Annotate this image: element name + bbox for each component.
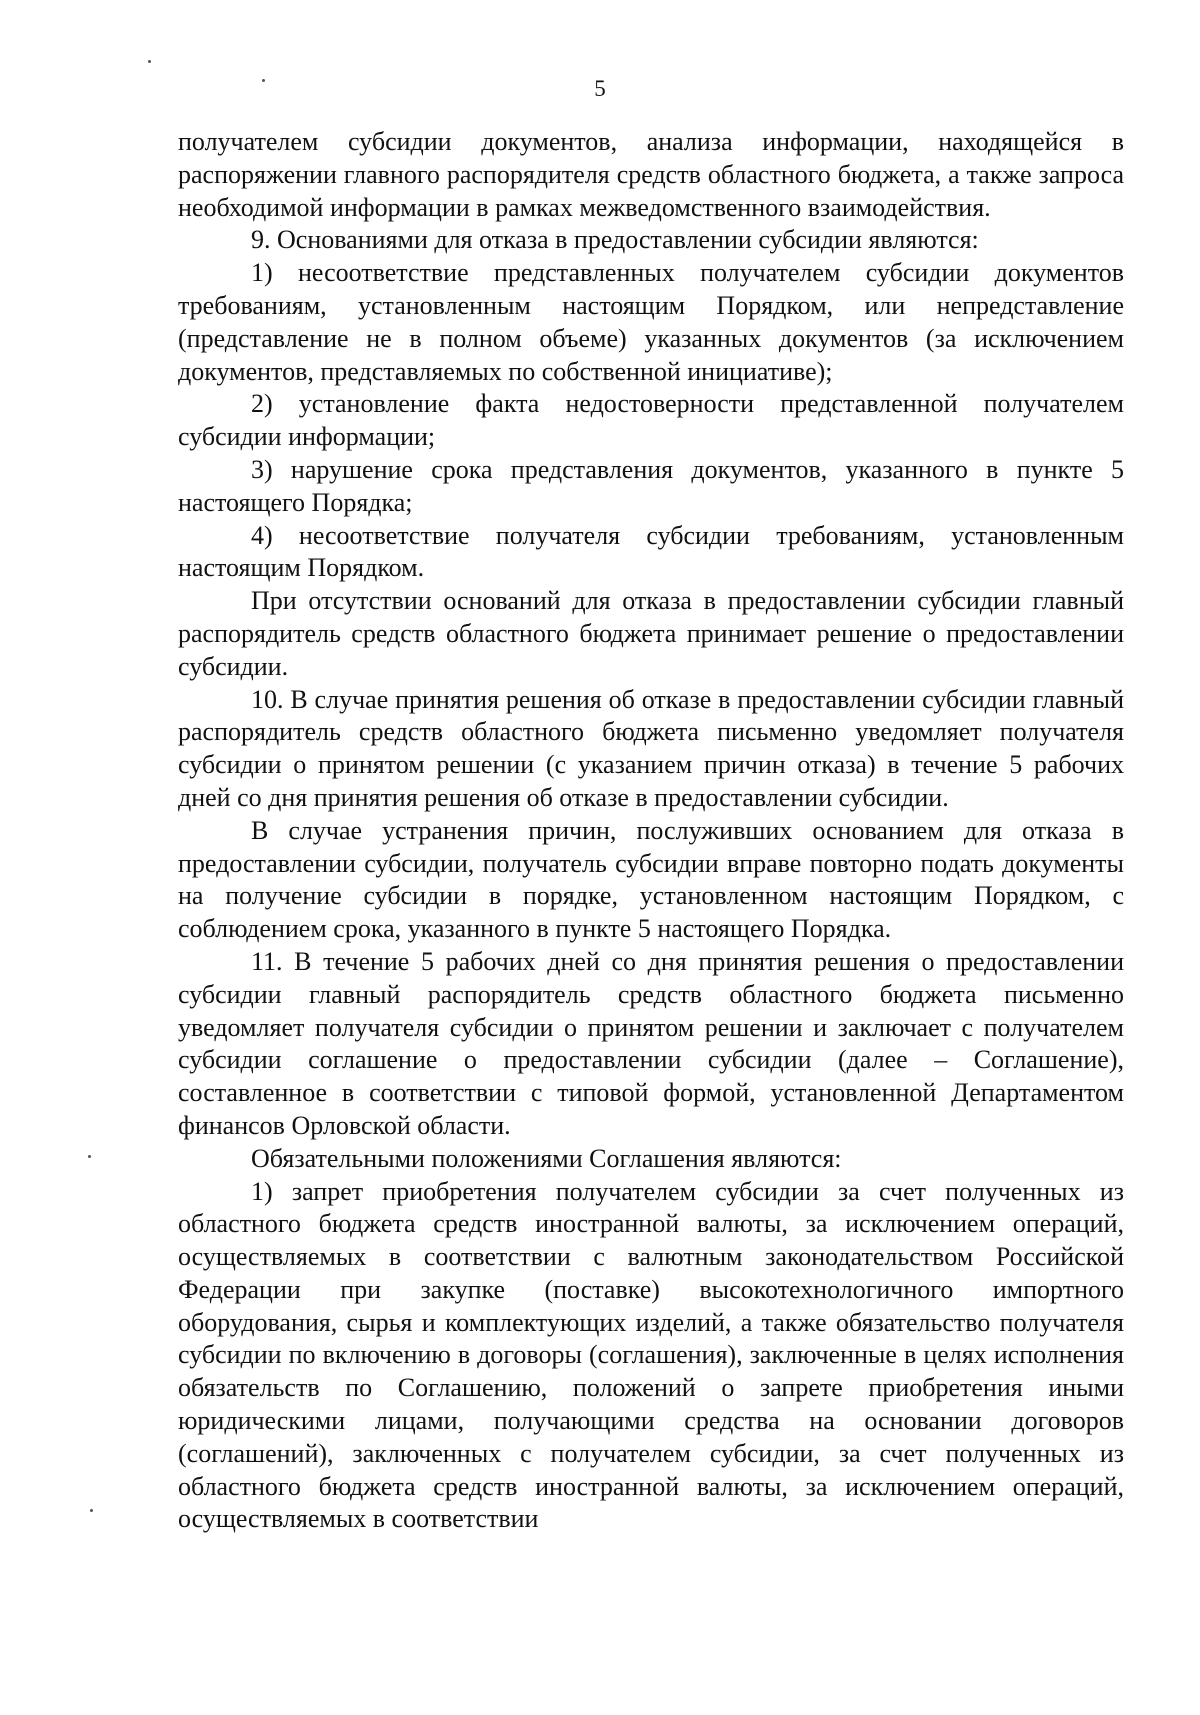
paragraph-resubmission: В случае устранения причин, послуживших основанием для отказа в предоставлении субсидии, получатель субсидии вправе повторно подать документы на получение субсидии в порядке, установленном настоящим Порядком, с соблюдением срока, указанного в пункте 5 настоящего Порядка. (178, 815, 1124, 944)
paragraph-provision-1: 1) запрет приобретения получателем субсидии за счет полученных из областного бюджета средств иностранной валюты, за исключением операций, осуществляемых в соответствии с валютным законодательством Российской Федерации при закупке (поставке) высокотехнологичного импортного оборудования, сырья и комплектующих изделий, а также обязательство получателя субсидии по включению в договоры (соглашения), заключенные в целях исполнения обязательств по Соглашению, положений о запрете приобретения иными юридическими лицами, получающими средства на основании договоров (соглашений), заключенных с получателем субсидии, за счет полученных из областного бюджета средств иностранной валюты, за исключением операций, осуществляемых в соответствии (178, 1176, 1124, 1534)
paragraph-clause-9: 9. Основаниями для отказа в предоставлении субсидии являются: (251, 225, 979, 255)
scan-speck (148, 60, 151, 63)
document-body (178, 126, 1124, 1536)
paragraph-clause-10: 10. В случае принятия решения об отказе в предоставлении субсидии главный распорядитель средств областного бюджета письменно уведомляет получателя субсидии о принятом решении (с указанием причин отказа) в течение 5 рабочих дней со дня принятия решения об отказе в предоставлении субсидии. (178, 684, 1124, 812)
paragraph-item-4: 4) несоответствие получателя субсидии требованиям, установленным настоящим Порядком. (178, 520, 1124, 583)
paragraph-clause-11: 11. В течение 5 рабочих дней со дня принятия решения о предоставлении субсидии главный распорядитель средств областного бюджета письменно уведомляет получателя субсидии о принятом решении и заключает с получателем субсидии соглашение о предоставлении субсидии (далее – Соглашение), составленное в соответствии с типовой формой, установленной Департаментом финансов Орловской области. (178, 946, 1124, 1140)
paragraph-no-grounds: При отсутствии оснований для отказа в предоставлении субсидии главный распорядитель средств областного бюджета принимает решение о предоставлении субсидии. (178, 586, 1124, 681)
paragraph-continuation: получателем субсидии документов, анализа информации, находящейся в распоряжении главного распорядителя средств областного бюджета, а также запроса необходимой информации в рамках межведомственного взаимодействия. (178, 127, 1124, 222)
page-number: 5 (594, 76, 606, 101)
paragraph-mandatory-provisions: Обязательными положениями Соглашения являются: (251, 1143, 842, 1173)
paragraph-item-3: 3) нарушение срока представления документов, указанного в пункте 5 настоящего Порядка; (178, 454, 1124, 517)
paragraph-item-1: 1) несоответствие представленных получателем субсидии документов требованиям, установленным настоящим Порядком, или непредставление (представление не в полном объеме) указанных документов (за исключением документов, представляемых по собственной инициативе); (178, 258, 1124, 386)
scan-speck (88, 1155, 91, 1158)
paragraph-item-2: 2) установление факта недостоверности представленной получателем субсидии информации; (178, 389, 1124, 452)
scan-speck (90, 1509, 93, 1512)
